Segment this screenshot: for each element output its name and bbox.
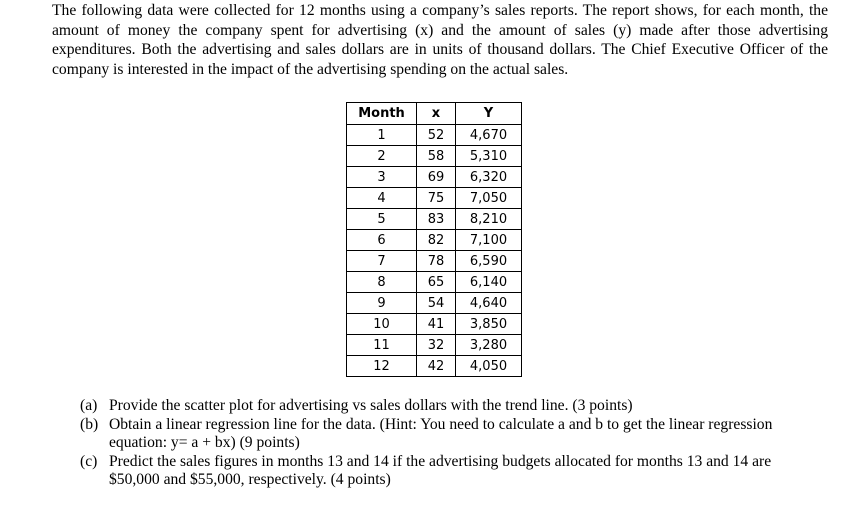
header-y: Y	[456, 103, 522, 125]
cell-month: 11	[347, 335, 417, 356]
cell-x: 69	[417, 167, 456, 188]
cell-y: 6,320	[456, 167, 522, 188]
table-row	[347, 293, 522, 314]
cell-month: 3	[347, 167, 417, 188]
cell-y: 3,850	[456, 314, 522, 335]
question-text: Obtain a linear regression line for the data. (Hint: You need to calculate a and b to get the linear regression equation: y= a + bx) (9 points)	[109, 415, 773, 451]
cell-month: 5	[347, 209, 417, 230]
cell-month: 2	[347, 146, 417, 167]
header-x: x	[417, 103, 456, 125]
question-label: (c)	[80, 452, 98, 470]
cell-y: 6,140	[456, 272, 522, 293]
cell-x: 52	[417, 125, 456, 146]
cell-month: 6	[347, 230, 417, 251]
cell-month: 7	[347, 251, 417, 272]
cell-y: 5,310	[456, 146, 522, 167]
table-row	[347, 314, 522, 335]
header-month: Month	[347, 103, 417, 125]
cell-x: 75	[417, 188, 456, 209]
cell-y: 4,670	[456, 125, 522, 146]
cell-y: 3,280	[456, 335, 522, 356]
table-row	[347, 356, 522, 377]
question-list	[80, 397, 810, 490]
cell-y: 7,050	[456, 188, 522, 209]
cell-month: 4	[347, 188, 417, 209]
cell-month: 9	[347, 293, 417, 314]
table-row	[347, 125, 522, 146]
question-c	[80, 453, 810, 490]
cell-y: 4,050	[456, 356, 522, 377]
cell-y: 6,590	[456, 251, 522, 272]
question-a	[80, 397, 810, 416]
cell-x: 41	[417, 314, 456, 335]
cell-x: 32	[417, 335, 456, 356]
question-label: (a)	[80, 397, 98, 414]
cell-x: 54	[417, 293, 456, 314]
cell-x: 78	[417, 251, 456, 272]
cell-y: 4,640	[456, 293, 522, 314]
table-row	[347, 167, 522, 188]
cell-y: 8,210	[456, 209, 522, 230]
cell-x: 83	[417, 209, 456, 230]
cell-x: 65	[417, 272, 456, 293]
table-row	[347, 209, 522, 230]
cell-month: 8	[347, 272, 417, 293]
cell-x: 82	[417, 230, 456, 251]
cell-y: 7,100	[456, 230, 522, 251]
question-label: (b)	[80, 415, 99, 433]
problem-statement: The following data were collected for 12 months using a company’s sales reports. The report shows, for each month, the amount of money the company spent for advertising (x) and the amount of sales (y) made after those advertising expenditures. Both the advertising and sales dollars are in units of thousand dollars. The Chief Executive Officer of the company is interested in the impact of the advertising spending on the actual sales.	[52, 2, 828, 78]
question-text: Predict the sales figures in months 13 and 14 if the advertising budgets allocated for months 13 and 14 are $50,000 and $55,000, respectively. (4 points)	[109, 452, 772, 488]
cell-month: 10	[347, 314, 417, 335]
table-row	[347, 230, 522, 251]
question-b	[80, 416, 810, 453]
cell-x: 58	[417, 146, 456, 167]
cell-month: 12	[347, 356, 417, 377]
table-header-row	[347, 103, 522, 125]
table-row	[347, 251, 522, 272]
data-table	[346, 102, 522, 377]
question-text: Provide the scatter plot for advertising vs sales dollars with the trend line. (3 points)	[109, 397, 633, 414]
table-row	[347, 188, 522, 209]
table-row	[347, 335, 522, 356]
cell-x: 42	[417, 356, 456, 377]
table-row	[347, 146, 522, 167]
table-row	[347, 272, 522, 293]
cell-month: 1	[347, 125, 417, 146]
